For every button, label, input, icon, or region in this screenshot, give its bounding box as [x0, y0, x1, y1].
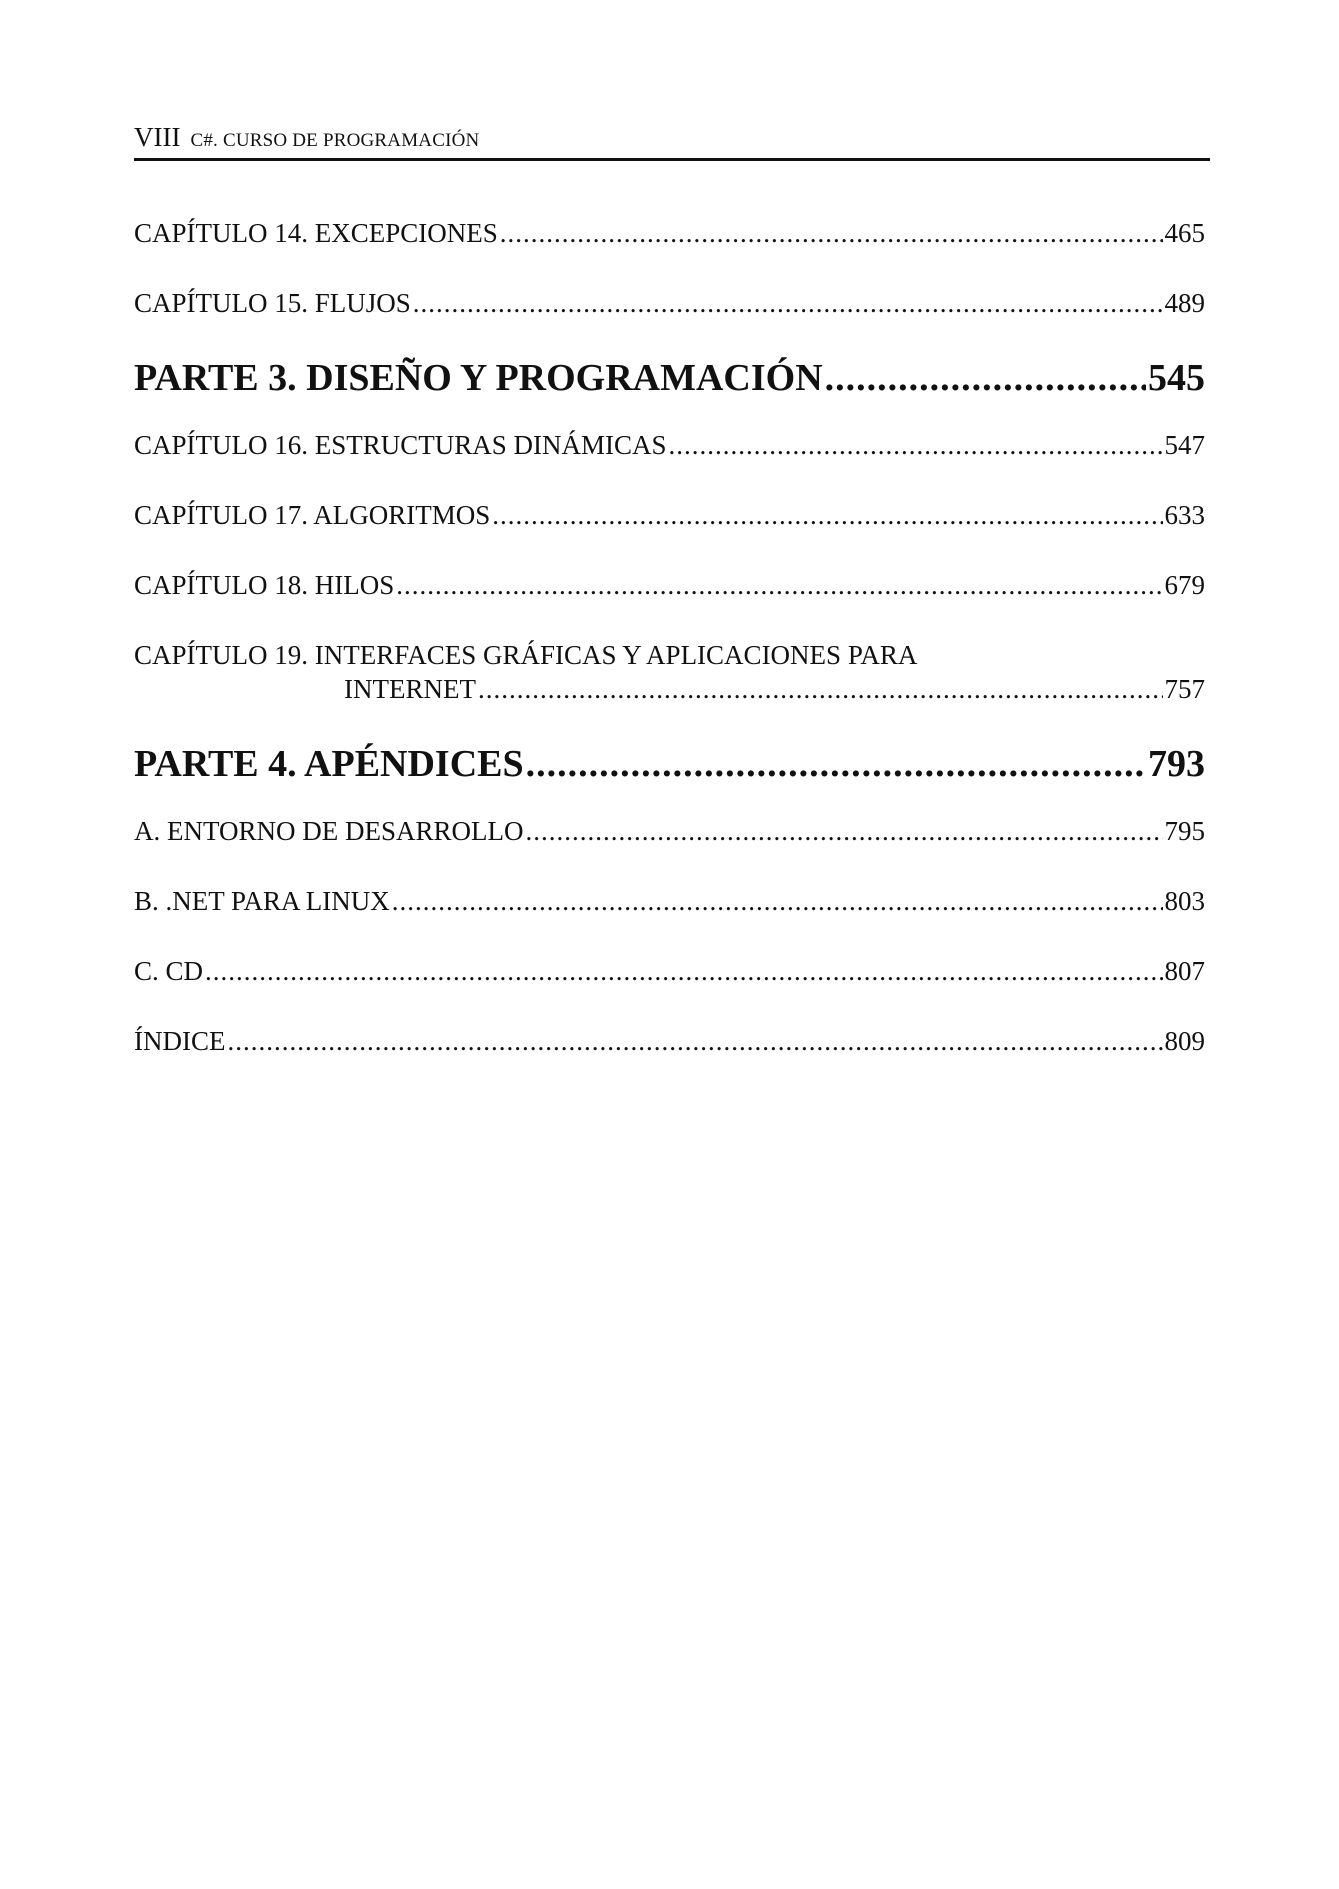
toc-entry-part-3 [134, 356, 1205, 430]
toc-entry-page: 465 [1164, 218, 1205, 248]
page-folio: VIII [134, 122, 181, 152]
dot-leader [500, 218, 1163, 249]
toc-entry-page: 679 [1164, 570, 1205, 600]
toc-entry-title: CAPÍTULO 15. FLUJOS [134, 288, 411, 318]
toc-entry-title: CAPÍTULO 14. EXCEPCIONES [134, 218, 498, 248]
toc-entry-chapter-18 [134, 570, 1205, 640]
toc-entry-title: C. CD [134, 956, 204, 986]
dot-leader [526, 816, 1163, 847]
toc-entry-chapter-19 [134, 640, 1205, 744]
toc-entry-appendix-c [134, 956, 1205, 1026]
dot-leader [205, 956, 1162, 987]
toc-entry-title-continued: INTERNET [344, 674, 476, 704]
toc-entry-title: PARTE 3. DISEÑO Y PROGRAMACIÓN [134, 357, 823, 399]
toc-entry-page: 489 [1164, 288, 1205, 318]
toc-entry-part-4 [134, 742, 1205, 816]
toc-entry-page: 795 [1164, 816, 1205, 846]
toc-entry-page: 547 [1164, 430, 1205, 460]
toc-entry-page: 809 [1164, 1026, 1205, 1056]
table-of-contents [134, 218, 1205, 1096]
toc-entry-title: CAPÍTULO 19. INTERFACES GRÁFICAS Y APLICACIONES PARA [134, 640, 918, 670]
toc-entry-title: ÍNDICE [134, 1026, 226, 1056]
toc-entry-page: 757 [1164, 674, 1205, 704]
running-header [134, 122, 1210, 161]
toc-entry-chapter-16 [134, 430, 1205, 500]
dot-leader [825, 356, 1146, 400]
dot-leader [392, 886, 1163, 917]
dot-leader [413, 288, 1163, 319]
toc-entry-chapter-15 [134, 288, 1205, 358]
dot-leader [478, 674, 1163, 705]
toc-entry-title: PARTE 4. APÉNDICES [134, 743, 524, 785]
toc-entry-title: CAPÍTULO 17. ALGORITMOS [134, 500, 491, 530]
toc-entry-chapter-14 [134, 218, 1205, 288]
toc-entry-continuation [134, 674, 1205, 705]
toc-entry-page: 803 [1164, 886, 1205, 916]
dot-leader [492, 500, 1162, 531]
toc-entry-page: 545 [1148, 357, 1205, 399]
toc-entry-title: CAPÍTULO 16. ESTRUCTURAS DINÁMICAS [134, 430, 667, 460]
dot-leader [526, 742, 1146, 786]
toc-entry-page: 807 [1164, 956, 1205, 986]
toc-entry-title: CAPÍTULO 18. HILOS [134, 570, 395, 600]
toc-entry-title: B. .NET PARA LINUX [134, 886, 390, 916]
toc-entry-appendix-b [134, 886, 1205, 956]
toc-entry-title: A. ENTORNO DE DESARROLLO [134, 816, 524, 846]
toc-entry-index [134, 1026, 1205, 1096]
toc-entry-appendix-a [134, 816, 1205, 886]
toc-entry-page: 793 [1148, 743, 1205, 785]
dot-leader [669, 430, 1163, 461]
dot-leader [396, 570, 1162, 601]
book-title: C#. CURSO DE PROGRAMACIÓN [190, 130, 480, 151]
toc-entry-chapter-17 [134, 500, 1205, 570]
dot-leader [227, 1026, 1162, 1057]
toc-entry-page: 633 [1164, 500, 1205, 530]
